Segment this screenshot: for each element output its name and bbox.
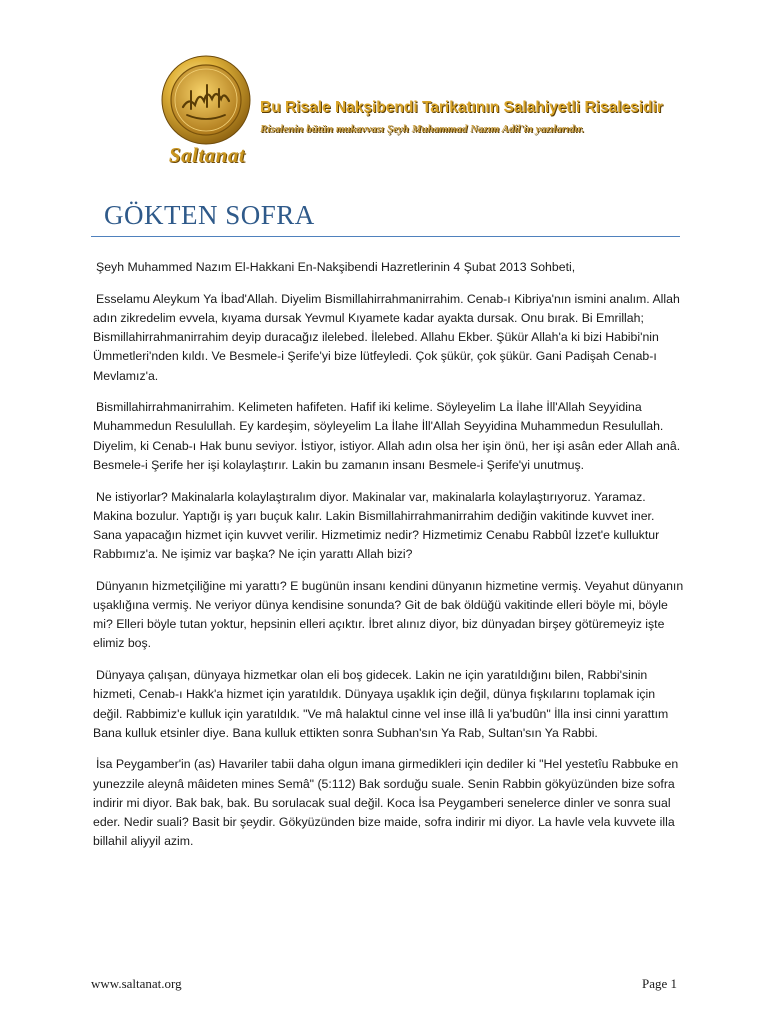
document-body [93,258,685,864]
footer-page-number: Page 1 [641,976,677,991]
footer-website: www.saltanat.org [91,976,182,991]
paragraph: Bismillahirrahmanirrahim. Kelimeten hafifeten. Hafif iki kelime. Söyleyelim La İlahe İll'Allah Seyyidina Muhammedun Resulullah. Ey kardeşim, söyleyelim La İlahe İll'Allah Seyyidina Muhammedun Resulullah. Diyelim, ki Cenab-ı Hak bunu seviyor. İstiyor, istiyor. Allah adın olsa her işin önü, her işi asân eder Allah anâ. Besmele-i Şerife her işi kolaylaştırır. Lakin bu zamanın insanı Besmele-i Şerife'yi unutmuş. [93,400,681,472]
header-title: Bu Risale Nakşibendi Tarikatının Salahiyetli Risalesidir [260,99,663,116]
document-title: GÖKTEN SOFRA [104,200,315,230]
header-subtitle: Risalenin bütün mukavvası Şeyh Muhammad Nazım Adil'in yazılarıdır. [260,123,585,135]
paragraph: Dünyaya çalışan, dünyaya hizmetkar olan eli boş gidecek. Lakin ne için yaratıldığını bilen, Rabbi'sinin hizmeti, Cenab-ı Hakk'a hizmet için yaratıldık. Dünyaya uşaklık için değil, dünya fışkılarını toplamak için değil. Rabbimiz'e kulluk için yaratıldık. "Ve mâ halaktul cinne vel inse illâ li ya'budûn" İlla insi cinni yarattım Bana kulluk etsinler diye. Bana kulluk ettikten sonra Subhan'sın Ya Rab, Sultan'sın Ya Rabbi. [93,668,669,740]
paragraph: İsa Peygamber'in (as) Havariler tabii daha olgun imana girmedikleri için dediler ki "Hel yestetîu Rabbuke en yunezzile aleynâ mâideten mines Semâ" (5:112) Bak sorduğu suale. Senin Rabbin gökyüzünden bize sofra indirir mi diyor. Bak bak, bak. Bu sorulacak sual değil. Koca İsa Peygamberi senelerce dinler ve sonra sual eder. Nedir suali? Basit bir şeydir. Gökyüzünden bize maide, sofra indirir mi diyor. La havle vela kuvvete illa billahil aliyyil azim. [93,757,679,849]
intro-paragraph: Şeyh Muhammed Nazım El-Hakkani En-Nakşibendi Hazretlerinin 4 Şubat 2013 Sohbeti, [96,260,576,274]
paragraph: Esselamu Aleykum Ya İbad'Allah. Diyelim Bismillahirrahmanirrahim. Cenab-ı Kibriya'nın ismini analım. Allah adın zikredelim evvela, kıyama dursak Yevmul Kıyamete kadar ayakta dursak. Onu bırak. Bi Emrillah; Bismillahirrahmanirrahim deyip duracağız ilelebed. İlelebed. Allahu Ekber. Şükür Allah'a ki bizi Habibi'nin Ümmetleri'nden kıldı. Ve Besmele-i Şerife'yi bize lütfeyledi. Çok şükür, çok şükür. Gani Padişah Cenab-ı Mevlamız'a. [93,291,680,383]
saltanat-logo-icon [161,55,251,145]
title-divider [91,236,680,237]
logo-wordmark: Saltanat [168,143,246,167]
paragraph: Dünyanın hizmetçiliğine mi yarattı? E bugünün insanı kendini dünyanın hizmetine vermiş. Veyahut dünyanın uşaklığına vermiş. Ne veriyor dünya kendisine sonunda? Git de bak öldüğü vakitinde elleri böyle mi, böyle mi? Elleri böyle tutan yoktur, hepsinin elleri açıktır. İbret alınız diyor, biz dünyadan birşey götüremeyiz işte elimiz boş. [93,578,684,651]
header-banner [157,55,717,180]
paragraph: Ne istiyorlar? Makinalarla kolaylaştıralım diyor. Makinalar var, makinalarla kolaylaştırıyoruz. Yaramaz. Makina bozulur. Yaptığı iş yarı buçuk kalır. Lakin Bismillahirrahmanirrahim dediğin vakitinde kuvvet iner. Sana yapacağın hizmet için kuvvet verilir. Hizmetimiz nedir? Hizmetimiz Cenabu Rabbûl İzzet'e kulluktur Rabbımız'a. Ne işimiz var başka? Ne için yarattı Allah bizi? [93,489,660,562]
